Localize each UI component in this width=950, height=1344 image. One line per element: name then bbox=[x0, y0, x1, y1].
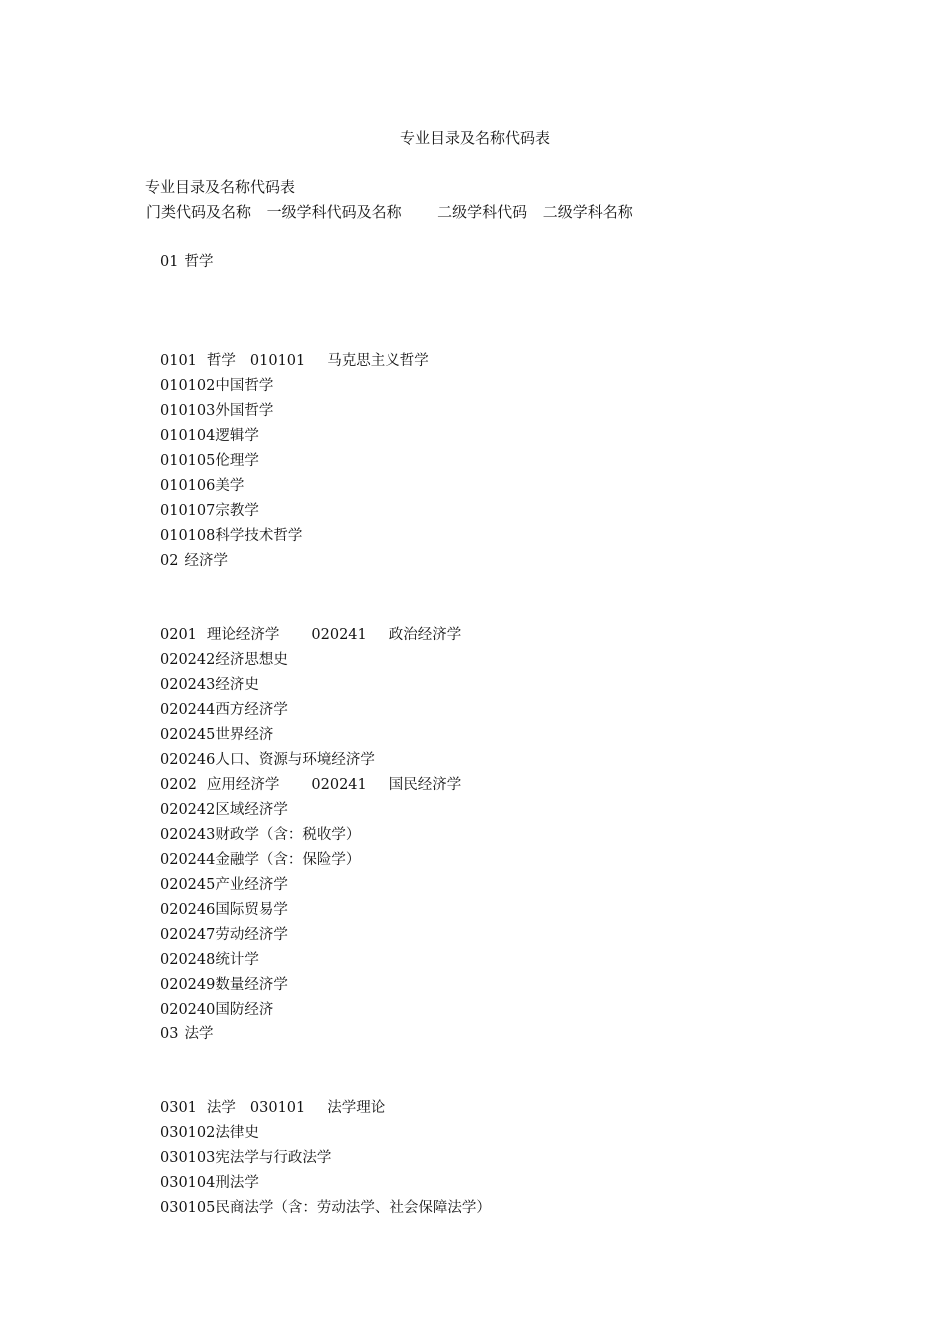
subject-line bbox=[160, 376, 273, 396]
subject-line bbox=[160, 1000, 273, 1020]
subject-name: 经济史 bbox=[215, 677, 259, 693]
subject-code: 030105 bbox=[160, 1200, 216, 1216]
subject-line bbox=[160, 900, 288, 920]
second-level-code: 020241 bbox=[311, 627, 367, 643]
subject-code: 010105 bbox=[160, 453, 216, 469]
subject-code: 030102 bbox=[160, 1125, 216, 1141]
subject-name: 中国哲学 bbox=[215, 378, 274, 394]
subject-name: 民商法学（含：劳动法学、社会保障法学） bbox=[215, 1200, 491, 1216]
subject-line bbox=[160, 526, 302, 546]
subject-code: 010102 bbox=[160, 378, 216, 394]
first-level-code: 0101 bbox=[160, 353, 197, 369]
first-level-name: 哲学 bbox=[206, 353, 236, 369]
subject-line bbox=[160, 950, 259, 970]
subject-line bbox=[160, 975, 288, 995]
subject-name: 劳动经济学 bbox=[215, 927, 288, 943]
subject-line bbox=[160, 925, 288, 945]
subject-line bbox=[160, 401, 273, 421]
subject-line bbox=[160, 825, 360, 845]
subject-line bbox=[160, 725, 273, 745]
subject-code: 020249 bbox=[160, 977, 216, 993]
subject-name: 人口、资源与环境经济学 bbox=[215, 752, 375, 768]
first-level-line bbox=[160, 1098, 385, 1118]
subject-name: 美学 bbox=[215, 478, 245, 494]
subject-name: 金融学（含：保险学） bbox=[215, 852, 361, 868]
first-level-code: 0202 bbox=[160, 777, 197, 793]
subject-code: 020246 bbox=[160, 902, 216, 918]
document-subtitle: 专业目录及名称代码表 bbox=[145, 178, 296, 196]
subject-code: 020245 bbox=[160, 727, 216, 743]
subject-line bbox=[160, 1123, 259, 1143]
subject-code: 020243 bbox=[160, 827, 216, 843]
first-level-code: 0201 bbox=[160, 627, 197, 643]
subject-code: 020242 bbox=[160, 652, 216, 668]
subject-name: 法律史 bbox=[215, 1125, 259, 1141]
subject-code: 020245 bbox=[160, 877, 216, 893]
subject-name: 宗教学 bbox=[215, 503, 259, 519]
first-level-name: 应用经济学 bbox=[206, 777, 280, 793]
page-title: 专业目录及名称代码表 bbox=[399, 129, 550, 147]
subject-code: 010103 bbox=[160, 403, 216, 419]
subject-code: 030103 bbox=[160, 1150, 216, 1166]
first-level-name: 理论经济学 bbox=[206, 627, 280, 643]
subject-line bbox=[160, 850, 360, 870]
category-name: 法学 bbox=[184, 1026, 214, 1042]
second-level-name: 政治经济学 bbox=[388, 627, 462, 643]
subject-code: 020243 bbox=[160, 677, 216, 693]
subject-line bbox=[160, 1198, 491, 1218]
subject-name: 国际贸易学 bbox=[215, 902, 288, 918]
subject-code: 020240 bbox=[160, 1002, 216, 1018]
second-level-name: 法学理论 bbox=[327, 1100, 386, 1116]
subject-name: 西方经济学 bbox=[215, 702, 288, 718]
header-second-level-code: 二级学科代码 bbox=[437, 203, 528, 221]
category-code: 03 bbox=[160, 1026, 179, 1042]
subject-code: 030104 bbox=[160, 1175, 216, 1191]
subject-name: 区域经济学 bbox=[215, 802, 288, 818]
subject-name: 宪法学与行政法学 bbox=[215, 1150, 332, 1166]
subject-name: 国防经济 bbox=[215, 1002, 274, 1018]
category-code: 01 bbox=[160, 254, 179, 270]
header-category-code-name: 门类代码及名称 bbox=[146, 203, 252, 221]
subject-line bbox=[160, 426, 259, 446]
header-second-level-name: 二级学科名称 bbox=[542, 203, 633, 221]
subject-name: 刑法学 bbox=[215, 1175, 259, 1191]
first-level-name: 法学 bbox=[206, 1100, 236, 1116]
subject-code: 020248 bbox=[160, 952, 216, 968]
category-line bbox=[160, 252, 213, 272]
subject-code: 010107 bbox=[160, 503, 216, 519]
subject-name: 伦理学 bbox=[215, 453, 259, 469]
subject-line bbox=[160, 750, 375, 770]
subject-name: 产业经济学 bbox=[215, 877, 288, 893]
subject-line bbox=[160, 1173, 259, 1193]
second-level-name: 马克思主义哲学 bbox=[327, 353, 429, 369]
subject-code: 020242 bbox=[160, 802, 216, 818]
second-level-name: 国民经济学 bbox=[388, 777, 462, 793]
subject-code: 020244 bbox=[160, 852, 216, 868]
subject-line bbox=[160, 501, 259, 521]
second-level-code: 010101 bbox=[249, 353, 306, 369]
category-line bbox=[160, 551, 228, 571]
subject-line bbox=[160, 650, 288, 670]
subject-name: 数量经济学 bbox=[215, 977, 288, 993]
first-level-line bbox=[160, 775, 461, 795]
subject-line bbox=[160, 800, 288, 820]
subject-code: 010106 bbox=[160, 478, 216, 494]
subject-name: 世界经济 bbox=[215, 727, 274, 743]
header-first-level-code-name: 一级学科代码及名称 bbox=[266, 203, 402, 221]
subject-name: 统计学 bbox=[215, 952, 259, 968]
subject-code: 020246 bbox=[160, 752, 216, 768]
subject-name: 经济思想史 bbox=[215, 652, 288, 668]
second-level-code: 020241 bbox=[311, 777, 367, 793]
category-code: 02 bbox=[160, 553, 179, 569]
subject-code: 010108 bbox=[160, 528, 216, 544]
subject-line bbox=[160, 1148, 331, 1168]
subject-code: 020244 bbox=[160, 702, 216, 718]
subject-line bbox=[160, 875, 288, 895]
first-level-line bbox=[160, 625, 461, 645]
subject-line bbox=[160, 675, 259, 695]
category-name: 经济学 bbox=[184, 553, 228, 569]
subject-name: 财政学（含：税收学） bbox=[215, 827, 361, 843]
subject-line bbox=[160, 700, 288, 720]
second-level-code: 030101 bbox=[249, 1100, 306, 1116]
subject-list bbox=[160, 0, 920, 1344]
subject-code: 010104 bbox=[160, 428, 216, 444]
first-level-code: 0301 bbox=[160, 1100, 197, 1116]
subject-code: 020247 bbox=[160, 927, 216, 943]
subject-name: 逻辑学 bbox=[215, 428, 259, 444]
first-level-line bbox=[160, 351, 429, 371]
subject-line bbox=[160, 451, 259, 471]
subject-name: 科学技术哲学 bbox=[215, 528, 303, 544]
category-line bbox=[160, 1024, 213, 1044]
subject-line bbox=[160, 476, 244, 496]
category-name: 哲学 bbox=[184, 254, 214, 270]
subject-name: 外国哲学 bbox=[215, 403, 274, 419]
